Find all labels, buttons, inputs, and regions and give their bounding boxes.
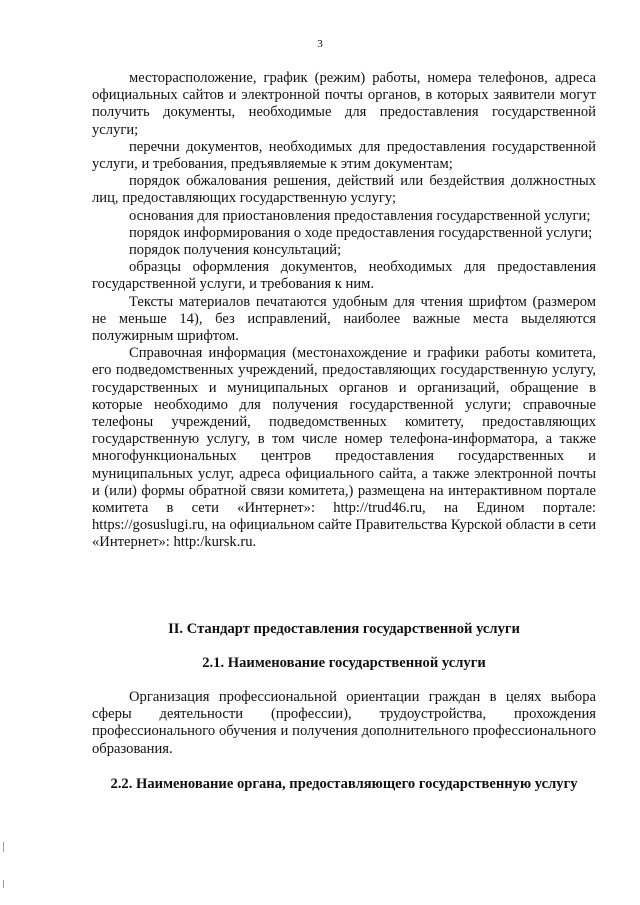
section-heading-service-name: 2.1. Наименование государственной услуги xyxy=(202,655,486,671)
paragraph-document-samples: образцы оформления документов, необходимых для предоставления государственной услуги, и требования к ним. xyxy=(92,259,596,293)
scan-edge-mark xyxy=(3,842,4,852)
paragraph-reference-info: Справочная информация (местонахождение и графики работы комитета, его подведомственных учреждений, предоставляющих государственную услугу, государственных и муниципальных органов и организаций, обращение в которые необходимо для получения государственной услуги; справочные телефоны учреждений, подведомственных комитету, предоставляющих государственную услугу, в том числе номер телефона-информатора, а также многофункциональных центров предоставления государственных и муниципальных услуг, адреса официального сайта, а также электронной почты и (или) формы обратной связи комитета,) размещена на интерактивном портале комитета в сети «Интернет»: http://trud46.ru, на Едином портале: https://gosuslugi.ru, на официальном сайте Правительства Курской области в сети «Интернет»: http:/kursk.ru. xyxy=(92,345,597,551)
paragraph-progress-info: порядок информирования о ходе предоставления государственной услуги; xyxy=(129,224,593,241)
paragraph-document-list: перечни документов, необходимых для предоставления государственной услуги, и требования, предъявляемые к этим документам; xyxy=(92,138,596,173)
scan-edge-mark xyxy=(3,880,4,888)
page-number: 3 xyxy=(317,38,323,50)
paragraph-service-name: Организация профессиональной ориентации граждан в целях выбора сферы деятельности (профессии), трудоустройства, прохождения профессионального обучения и получения дополнительного профессионального образования. xyxy=(92,689,596,757)
service-name-section xyxy=(92,689,596,758)
paragraph-location-schedule: месторасположение, график (режим) работы, номера телефонов, адреса официальных сайтов и электронной почты органов, в которых заявители могут получить документы, необходимые для предоставления государственной услуги; xyxy=(92,70,596,138)
section-heading-provider-body: 2.2. Наименование органа, предоставляющего государственную услугу xyxy=(110,776,578,792)
paragraph-appeal-procedure: порядок обжалования решения, действий или бездействия должностных лиц, предоставляющих государственную услугу; xyxy=(92,173,596,207)
paragraph-font-requirements: Тексты материалов печатаются удобным для чтения шрифтом (размером не меньше 14), без исправлений, наиболее важные места выделяются полужирным шрифтом. xyxy=(92,293,596,345)
info-paragraphs xyxy=(92,70,596,552)
paragraph-suspension-grounds: основания для приостановления предоставления государственной услуги; xyxy=(129,207,591,224)
paragraph-consultations: порядок получения консультаций; xyxy=(129,242,342,259)
section-heading-standard: II. Стандарт предоставления государственной услуги xyxy=(168,621,520,637)
